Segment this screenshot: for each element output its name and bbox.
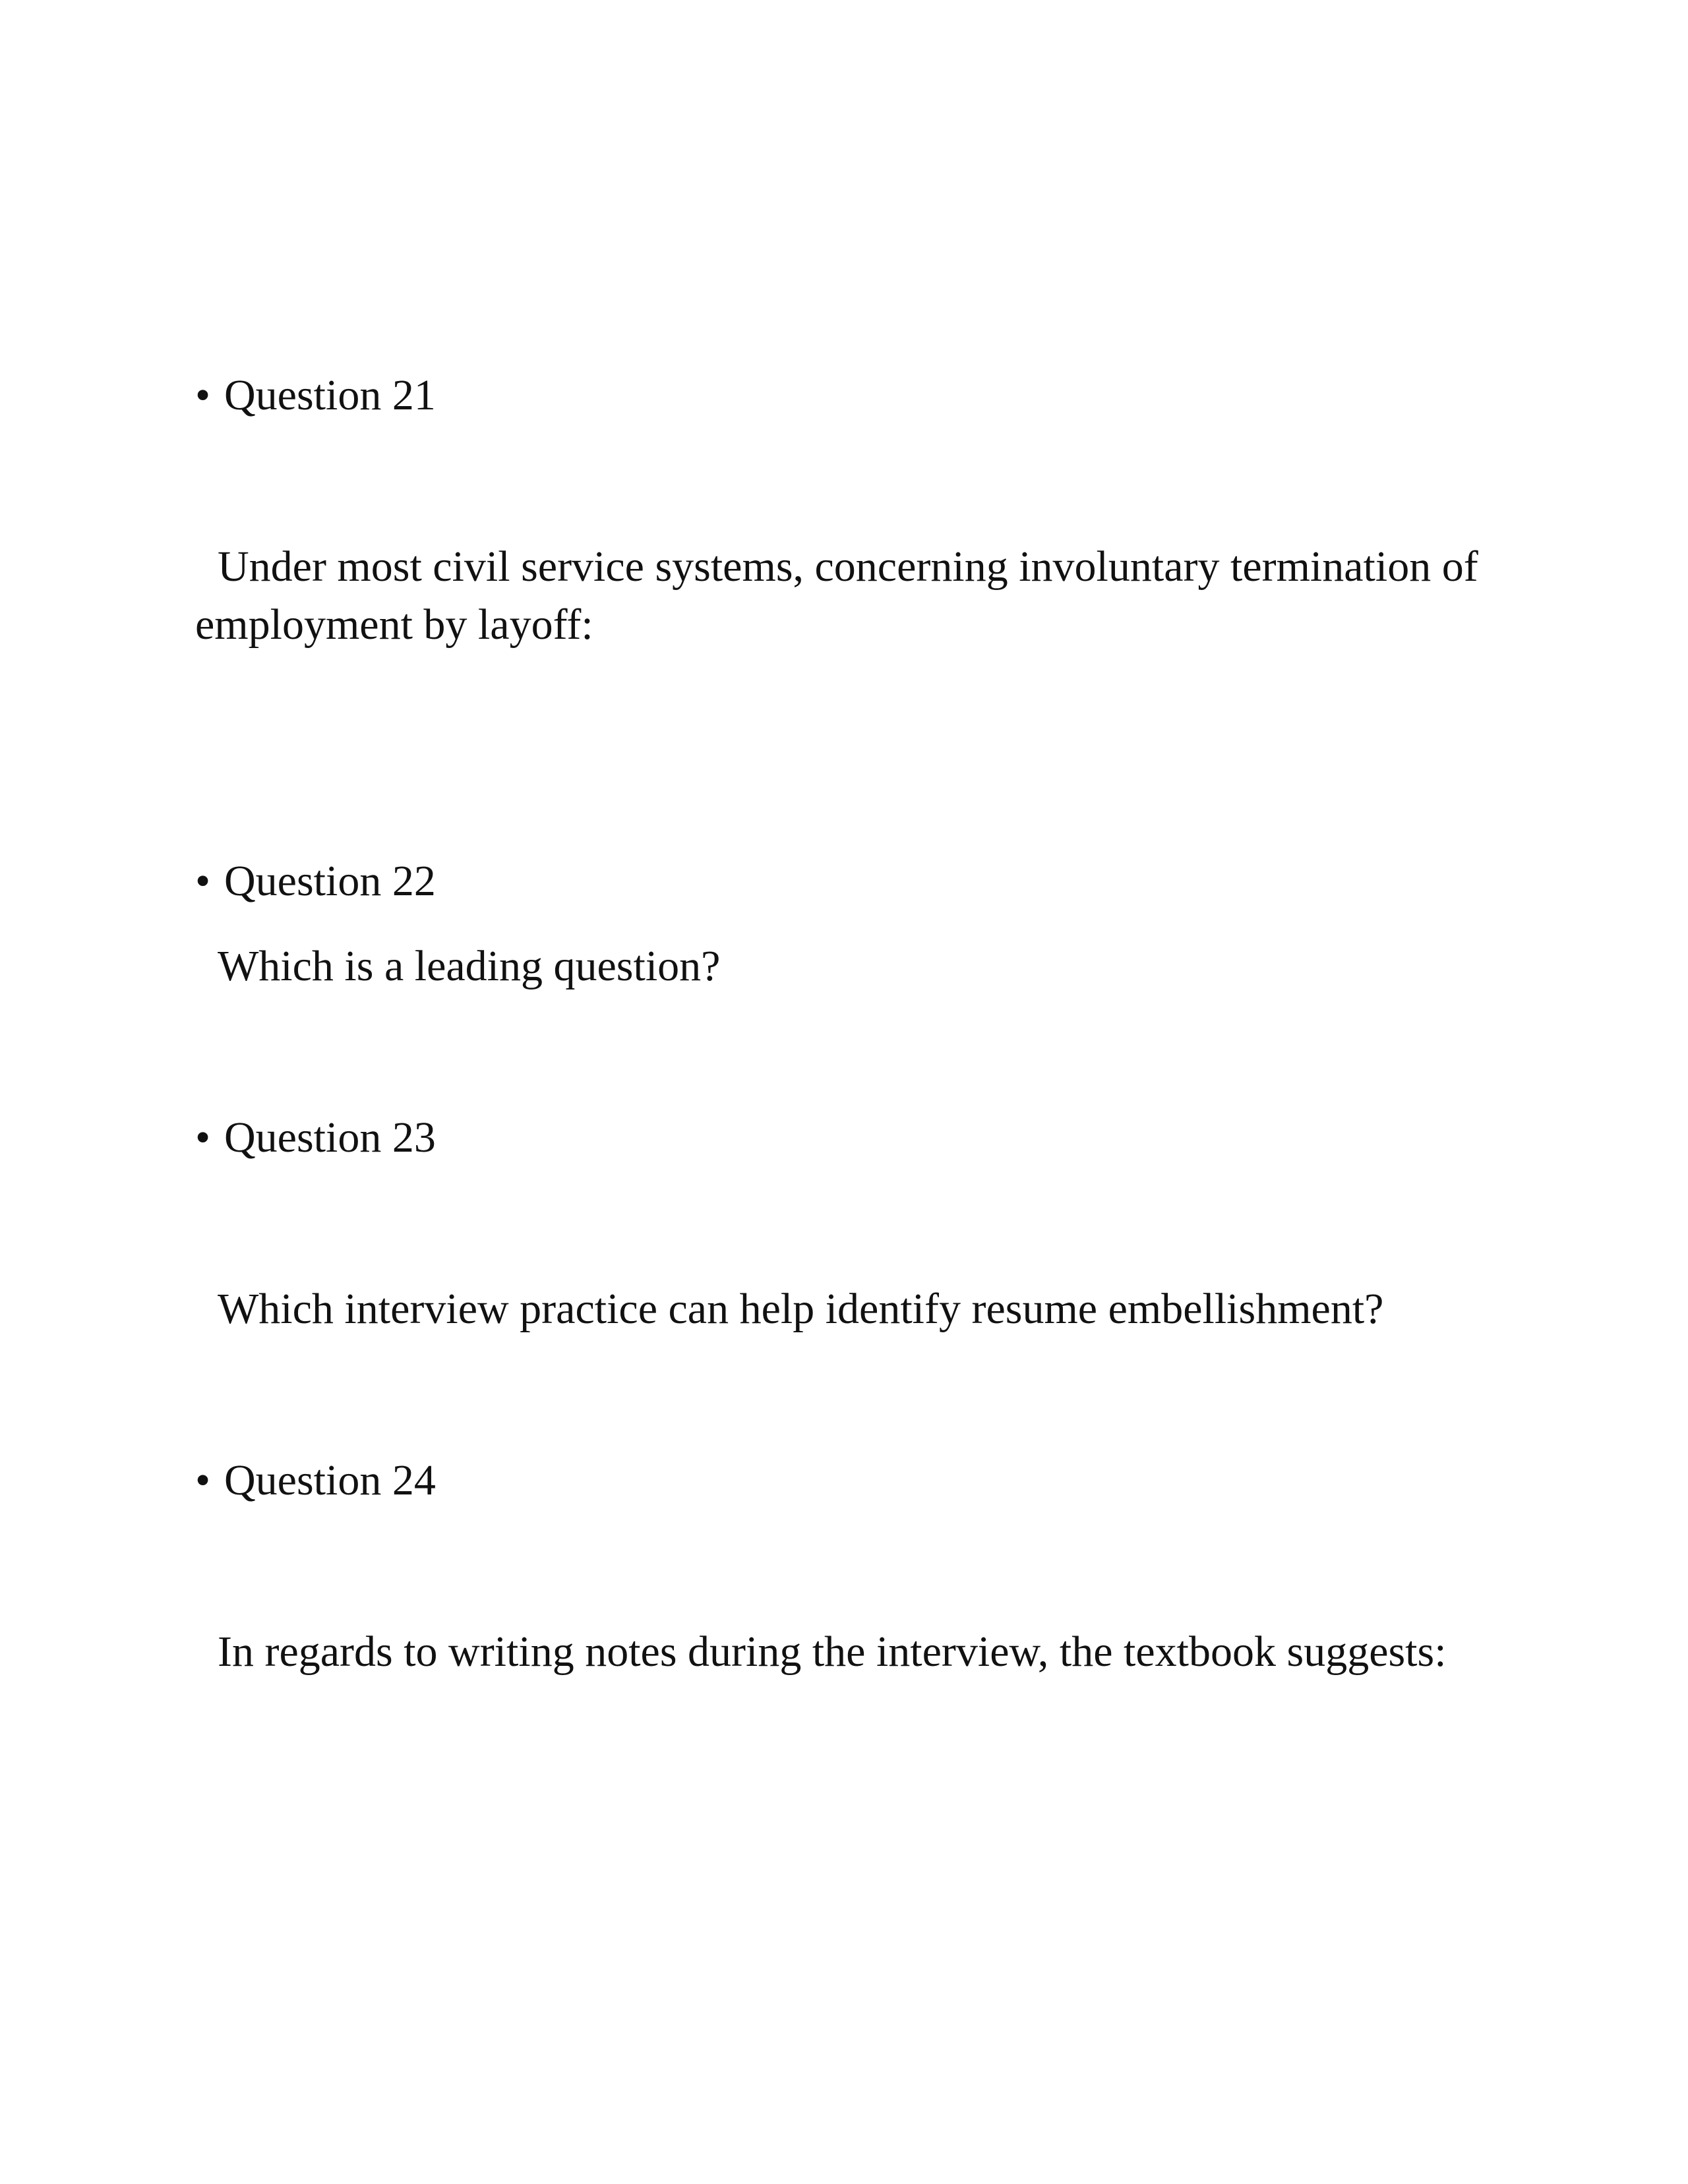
bullet-icon: • xyxy=(195,1456,211,1504)
bullet-icon: • xyxy=(195,1113,211,1162)
question-heading xyxy=(195,367,436,425)
question-number: Question 24 xyxy=(224,1456,436,1504)
question-number: Question 23 xyxy=(224,1113,436,1162)
question-heading xyxy=(195,1452,436,1510)
question-text: Which interview practice can help identify resume embellishment? xyxy=(218,1285,1384,1333)
question-text: Under most civil service systems, concerning involuntary termination of employment by layoff: xyxy=(195,543,1478,649)
question-number: Question 22 xyxy=(224,857,436,905)
question-heading xyxy=(195,1109,436,1167)
question-number: Question 21 xyxy=(224,371,436,419)
bullet-icon: • xyxy=(195,857,211,905)
question-heading xyxy=(195,852,436,910)
bullet-icon: • xyxy=(195,371,211,419)
question-text: Which is a leading question? xyxy=(218,942,721,990)
question-text: In regards to writing notes during the interview, the textbook suggests: xyxy=(218,1628,1447,1676)
